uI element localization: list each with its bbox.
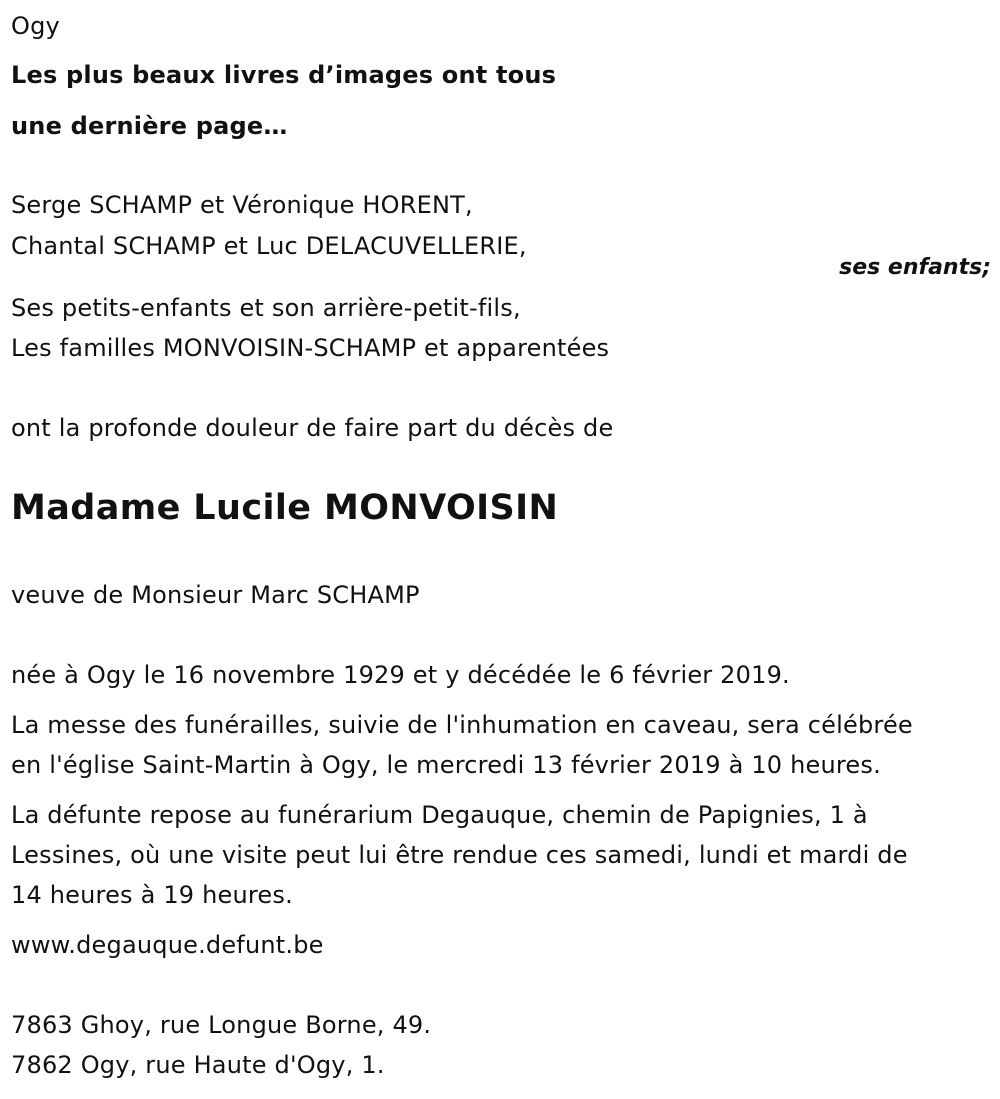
funerarium-line-1: La défunte repose au funérarium Degauque, chemin de Papignies, 1 à <box>11 801 868 829</box>
funeral-line-2: en l'église Saint-Martin à Ogy, le mercredi 13 février 2019 à 10 heures. <box>11 751 881 779</box>
funerarium-line-2: Lessines, où une visite peut lui être rendue ces samedi, lundi et mardi de <box>11 841 908 869</box>
quote-line-1: Les plus beaux livres d’images ont tous <box>11 61 557 89</box>
announcement-text: ont la profonde douleur de faire part du décès de <box>11 414 614 442</box>
spouse-text: veuve de Monsieur Marc SCHAMP <box>11 581 420 609</box>
deceased-name: Madame Lucile MONVOISIN <box>11 488 559 528</box>
quote-line-2: une dernière page… <box>11 112 288 140</box>
address-line-2: 7862 Ogy, rue Haute d'Ogy, 1. <box>11 1051 385 1079</box>
location-header: Ogy <box>11 12 60 40</box>
children-note: ses enfants; <box>839 255 991 280</box>
address-line-1: 7863 Ghoy, rue Longue Borne, 49. <box>11 1011 432 1039</box>
funerarium-line-3: 14 heures à 19 heures. <box>11 881 293 909</box>
website-link[interactable]: www.degauque.defunt.be <box>11 931 324 959</box>
children-line-1: Serge SCHAMP et Véronique HORENT, <box>11 191 473 219</box>
family-line-2: Les familles MONVOISIN-SCHAMP et apparentées <box>11 334 610 362</box>
birth-death-dates: née à Ogy le 16 novembre 1929 et y décédée le 6 février 2019. <box>11 661 790 689</box>
family-line-1: Ses petits-enfants et son arrière-petit-fils, <box>11 294 521 322</box>
children-line-2: Chantal SCHAMP et Luc DELACUVELLERIE, <box>11 232 527 260</box>
funeral-line-1: La messe des funérailles, suivie de l'inhumation en caveau, sera célébrée <box>11 711 913 739</box>
